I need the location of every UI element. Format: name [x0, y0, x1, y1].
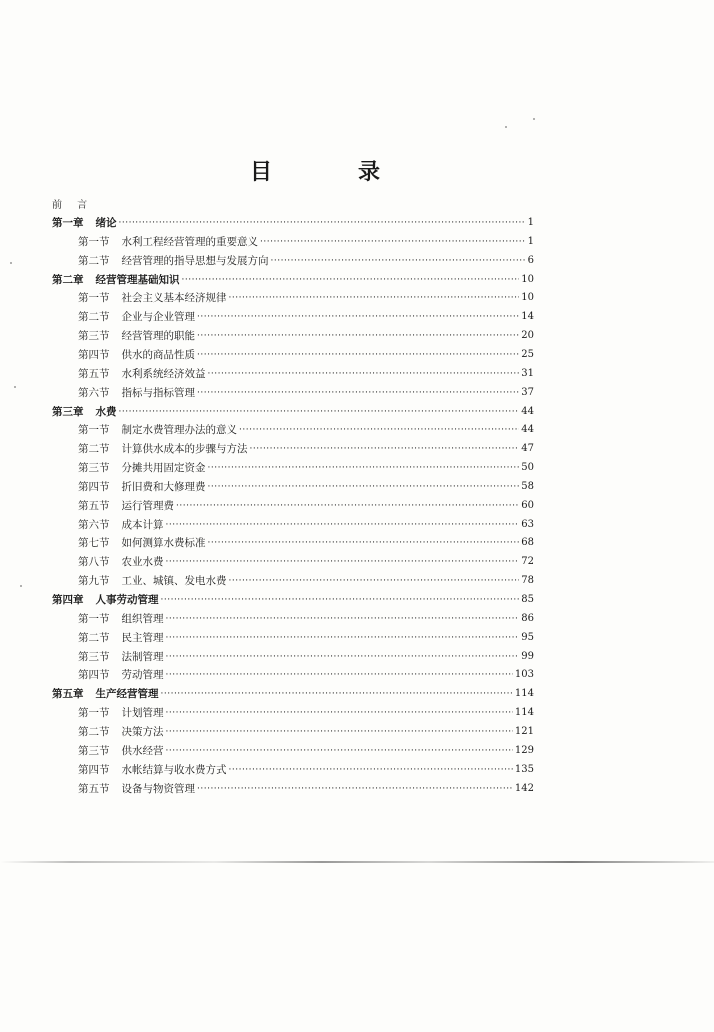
dot-leader: [208, 478, 520, 496]
toc-section-row[interactable]: [0, 704, 714, 722]
page-number: 50: [521, 462, 534, 474]
section-title: 农业水费: [121, 556, 164, 569]
section-number: 第四节: [78, 348, 110, 361]
dot-leader: [166, 704, 513, 722]
dot-leader: [229, 761, 513, 779]
section-number: 第四节: [78, 669, 110, 682]
chapter-title: 经营管理基础知识: [95, 273, 180, 286]
dot-leader: [208, 459, 520, 477]
section-title: 决策方法: [121, 725, 164, 738]
section-title: 工业、城镇、发电水费: [121, 575, 227, 588]
section-number: 第三节: [78, 330, 110, 343]
dot-leader: [161, 685, 513, 703]
section-title: 民主管理: [121, 631, 164, 644]
toc-section-row[interactable]: [0, 666, 714, 684]
section-number: 第二节: [78, 443, 110, 456]
toc-section-row[interactable]: [0, 742, 714, 760]
section-title: 经营管理的职能: [121, 330, 195, 343]
dot-leader: [166, 553, 520, 571]
section-number: 第五节: [78, 499, 110, 512]
page-number: 10: [521, 292, 534, 304]
toc-section-row[interactable]: [0, 572, 714, 590]
dot-leader: [166, 516, 520, 534]
section-number: 第三节: [78, 462, 110, 475]
dot-leader: [239, 421, 519, 439]
section-title: 指标与指标管理: [121, 386, 195, 399]
toc-section-row[interactable]: [0, 308, 714, 326]
section-number: 第一节: [78, 235, 110, 248]
dot-leader: [229, 572, 520, 590]
section-title: 分摊共用固定资金: [121, 462, 206, 475]
scan-artifact-line: [0, 861, 714, 863]
toc-section-row[interactable]: [0, 327, 714, 345]
page-number: 68: [521, 537, 534, 549]
page-number: 86: [521, 612, 534, 624]
dot-leader: [166, 666, 513, 684]
section-title: 计算供水成本的步骤与方法: [121, 443, 248, 456]
chapter-number: 第四章: [52, 594, 84, 606]
section-title: 如何测算水费标准: [121, 537, 206, 550]
section-number: 第二节: [78, 725, 110, 738]
dot-leader: [166, 610, 520, 628]
page-number: 20: [521, 330, 534, 342]
toc-section-row[interactable]: [0, 553, 714, 571]
toc-section-row[interactable]: [0, 610, 714, 628]
page-number: 31: [521, 367, 534, 379]
dot-leader: [166, 742, 513, 760]
section-number: 第三节: [78, 744, 110, 757]
section-title: 供水经营: [121, 744, 164, 757]
toc-section-row[interactable]: [0, 648, 714, 666]
toc-section-row[interactable]: [0, 629, 714, 647]
section-number: 第四节: [78, 763, 110, 776]
section-title: 运行管理费: [121, 499, 174, 512]
section-title: 成本计算: [121, 518, 164, 531]
section-title: 供水的商品性质: [121, 348, 195, 361]
page-number: 6: [527, 254, 534, 266]
section-number: 第一节: [78, 292, 110, 305]
section-number: 第三节: [78, 650, 110, 663]
section-title: 经营管理的指导思想与发展方向: [121, 254, 269, 267]
chapter-title: 人事劳动管理: [95, 594, 159, 606]
page-number: 142: [514, 782, 534, 794]
chapter-number: 第五章: [52, 688, 84, 701]
page-number: 95: [521, 631, 534, 643]
section-number: 第一节: [78, 612, 110, 625]
toc-section-row[interactable]: [0, 421, 714, 439]
dot-leader: [271, 252, 526, 270]
toc-chapter-row[interactable]: [0, 591, 714, 609]
section-number: 第二节: [78, 311, 110, 324]
title-char-2: 录: [357, 159, 380, 185]
page-number: 47: [521, 443, 534, 455]
chapter-number: 第三章: [52, 405, 84, 418]
toc-section-row[interactable]: [0, 723, 714, 741]
toc-section-row[interactable]: [0, 780, 714, 798]
scan-speck: [14, 386, 16, 388]
dot-leader: [250, 440, 520, 458]
dot-leader: [119, 214, 526, 232]
section-title: 社会主义基本经济规律: [121, 292, 227, 305]
title-char-1: 目: [250, 159, 273, 185]
toc-chapter-row[interactable]: [0, 403, 714, 421]
chapter-title: 生产经营管理: [95, 688, 159, 701]
section-number: 第六节: [78, 518, 110, 531]
section-title: 设备与物资管理: [121, 782, 195, 795]
dot-leader: [119, 403, 520, 421]
page-number: 135: [514, 763, 534, 775]
toc-section-row[interactable]: [0, 497, 714, 515]
scan-speck: [20, 585, 22, 587]
section-number: 第七节: [78, 537, 110, 550]
page-number: 121: [514, 725, 534, 737]
section-number: 第二节: [78, 631, 110, 644]
chapter-number: 第二章: [52, 273, 84, 286]
page-number: 129: [514, 744, 534, 756]
dot-leader: [197, 308, 519, 326]
dot-leader: [208, 534, 520, 552]
chapter-title: 绪论: [95, 217, 117, 229]
section-number: 第四节: [78, 480, 110, 493]
chapter-title: 水费: [95, 405, 117, 418]
page-number: 44: [521, 405, 534, 417]
page-title: [250, 155, 380, 186]
page-number: 78: [521, 575, 534, 587]
section-number: 第二节: [78, 254, 110, 267]
section-title: 制定水费管理办法的意义: [121, 424, 237, 437]
toc-section-row[interactable]: [0, 534, 714, 552]
dot-leader: [161, 591, 520, 609]
toc-section-row[interactable]: [0, 440, 714, 458]
dot-leader: [197, 780, 513, 798]
page-number: 37: [521, 386, 534, 398]
page-number: 14: [521, 311, 534, 323]
page-number: 1: [527, 235, 534, 247]
section-title: 水利工程经营管理的重要意义: [121, 235, 258, 248]
page-number: 58: [521, 480, 534, 492]
toc-section-row[interactable]: [0, 478, 714, 496]
page-number: 25: [521, 348, 534, 360]
page-number: 114: [514, 707, 534, 719]
section-title: 法制管理: [121, 650, 164, 663]
section-number: 第一节: [78, 424, 110, 437]
dot-leader: [229, 289, 520, 307]
page-number: 103: [514, 669, 534, 681]
dot-leader: [197, 384, 519, 402]
toc-section-row[interactable]: [0, 233, 714, 251]
scan-speck: [505, 126, 507, 128]
section-number: 第五节: [78, 367, 110, 380]
preface-entry[interactable]: 前 言: [52, 200, 94, 211]
scan-speck: [10, 262, 12, 264]
section-number: 第九节: [78, 575, 110, 588]
section-title: 企业与企业管理: [121, 311, 195, 324]
section-title: 水利系统经济效益: [121, 367, 206, 380]
page-number: 72: [521, 556, 534, 568]
toc-section-row[interactable]: [0, 365, 714, 383]
dot-leader: [176, 497, 519, 515]
toc-section-row[interactable]: [0, 289, 714, 307]
section-number: 第八节: [78, 556, 110, 569]
toc-section-row[interactable]: [0, 346, 714, 364]
page-number: 114: [514, 688, 534, 700]
page-number: 99: [521, 650, 534, 662]
dot-leader: [166, 723, 513, 741]
page-number: 63: [521, 518, 534, 530]
toc-section-row[interactable]: [0, 384, 714, 402]
section-number: 第一节: [78, 707, 110, 720]
section-title: 组织管理: [121, 612, 164, 625]
section-title: 劳动管理: [121, 669, 164, 682]
dot-leader: [197, 327, 519, 345]
dot-leader: [197, 346, 519, 364]
section-title: 折旧费和大修理费: [121, 480, 206, 493]
page-number: 1: [527, 217, 534, 228]
page-number: 10: [521, 273, 534, 285]
section-number: 第六节: [78, 386, 110, 399]
dot-leader: [182, 271, 520, 289]
dot-leader: [208, 365, 520, 383]
toc-section-row[interactable]: [0, 516, 714, 534]
toc-chapter-row[interactable]: [0, 214, 714, 232]
page-number: 44: [521, 424, 534, 436]
toc-section-row[interactable]: [0, 459, 714, 477]
section-number: 第五节: [78, 782, 110, 795]
section-title: 水帐结算与收水费方式: [121, 763, 227, 776]
dot-leader: [260, 233, 526, 251]
section-title: 计划管理: [121, 707, 164, 720]
chapter-number: 第一章: [52, 217, 84, 229]
page-number: 85: [521, 594, 534, 605]
toc-chapter-row[interactable]: [0, 271, 714, 289]
toc-section-row[interactable]: [0, 252, 714, 270]
dot-leader: [166, 648, 520, 666]
dot-leader: [166, 629, 520, 647]
page-number: 60: [521, 499, 534, 511]
toc-section-row[interactable]: [0, 761, 714, 779]
toc-chapter-row[interactable]: [0, 685, 714, 703]
scan-speck: [533, 118, 535, 120]
